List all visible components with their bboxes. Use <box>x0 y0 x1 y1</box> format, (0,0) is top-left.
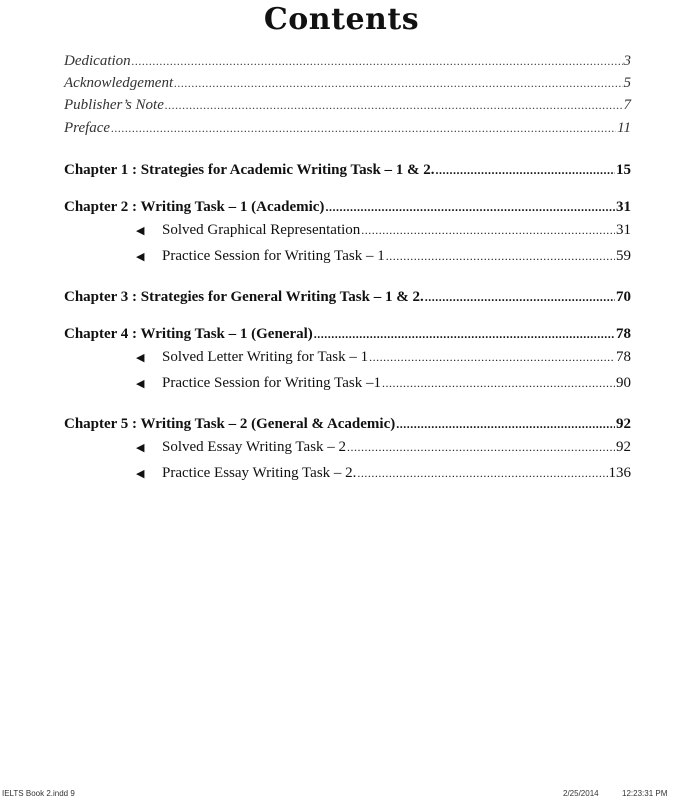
entry-label: Publisher’s Note <box>64 97 164 113</box>
toc-entry-chapter-3[interactable] <box>64 287 631 307</box>
entry-label: Dedication <box>64 53 131 69</box>
dot-leader <box>386 246 615 266</box>
toc-entry-publishers-note[interactable] <box>64 95 631 115</box>
speaker-icon: ◀︎ <box>136 224 145 237</box>
entry-label: Practice Session for Writing Task –1 <box>162 375 382 391</box>
toc-subentry-practice-essay[interactable] <box>136 463 631 484</box>
entry-page: 136 <box>608 465 631 481</box>
entry-label: Chapter 5 : Writing Task – 2 (General & Academic) <box>64 416 396 432</box>
dot-leader <box>165 95 623 115</box>
entry-page: 31 <box>616 199 631 215</box>
entry-label: Solved Letter Writing for Task – 1 <box>162 349 369 365</box>
dot-leader <box>174 73 622 93</box>
toc-entry-dedication[interactable] <box>64 51 631 71</box>
speaker-icon: ◀︎ <box>136 441 145 454</box>
footer-time: 12:23:31 PM <box>622 789 668 798</box>
entry-page: 11 <box>617 120 631 136</box>
dot-leader <box>357 463 607 483</box>
dot-leader <box>314 324 615 344</box>
speaker-icon: ◀︎ <box>136 250 145 263</box>
entry-page: 90 <box>616 375 631 391</box>
toc-entry-chapter-5[interactable] <box>64 414 631 434</box>
entry-label: Solved Essay Writing Task – 2 <box>162 439 347 455</box>
toc-entry-chapter-1[interactable] <box>64 160 631 180</box>
entry-label: Practice Essay Writing Task – 2. <box>162 465 357 481</box>
entry-label: Chapter 3 : Strategies for General Writing Task – 1 & 2. <box>64 289 424 305</box>
dot-leader <box>111 118 616 138</box>
dot-leader <box>396 414 615 434</box>
entry-page: 92 <box>616 416 631 432</box>
toc-subentry-solved-graphical[interactable] <box>136 220 631 241</box>
toc-subentry-practice-task-1-academic[interactable] <box>136 246 631 267</box>
entry-page: 59 <box>616 248 631 264</box>
toc-subentry-solved-essay[interactable] <box>136 437 631 458</box>
dot-leader <box>382 373 615 393</box>
footer-date: 2/25/2014 <box>563 789 599 798</box>
entry-page: 3 <box>623 53 631 69</box>
entry-label: Chapter 1 : Strategies for Academic Writing Task – 1 & 2. <box>64 162 435 178</box>
dot-leader <box>425 287 615 307</box>
toc-subentry-practice-task-1-general[interactable] <box>136 373 631 394</box>
dot-leader <box>436 160 615 180</box>
dot-leader <box>325 197 615 217</box>
dot-leader <box>347 437 615 457</box>
dot-leader <box>132 51 623 71</box>
speaker-icon: ◀︎ <box>136 467 145 480</box>
entry-label: Solved Graphical Representation <box>162 222 361 238</box>
entry-page: 7 <box>623 97 631 113</box>
dot-leader <box>369 347 615 367</box>
speaker-icon: ◀︎ <box>136 377 145 390</box>
entry-page: 92 <box>616 439 631 455</box>
entry-page: 5 <box>623 75 631 91</box>
toc-entry-preface[interactable] <box>64 118 631 138</box>
toc-subentry-solved-letter[interactable] <box>136 347 631 368</box>
speaker-icon: ◀︎ <box>136 351 145 364</box>
toc-entry-acknowledgement[interactable] <box>64 73 631 93</box>
toc-entry-chapter-4[interactable] <box>64 324 631 344</box>
entry-label: Practice Session for Writing Task – 1 <box>162 248 385 264</box>
entry-page: 78 <box>616 326 631 342</box>
toc-entry-chapter-2[interactable] <box>64 197 631 217</box>
footer-file-name: IELTS Book 2.indd 9 <box>2 789 75 798</box>
entry-page: 15 <box>616 162 631 178</box>
page-title: Contents <box>263 2 420 37</box>
entry-page: 70 <box>616 289 631 305</box>
entry-label: Chapter 4 : Writing Task – 1 (General) <box>64 326 313 342</box>
entry-label: Acknowledgement <box>64 75 174 91</box>
entry-page: 31 <box>616 222 631 238</box>
dot-leader <box>361 220 615 240</box>
entry-label: Chapter 2 : Writing Task – 1 (Academic) <box>64 199 325 215</box>
entry-label: Preface <box>64 120 111 136</box>
entry-page: 78 <box>616 349 631 365</box>
